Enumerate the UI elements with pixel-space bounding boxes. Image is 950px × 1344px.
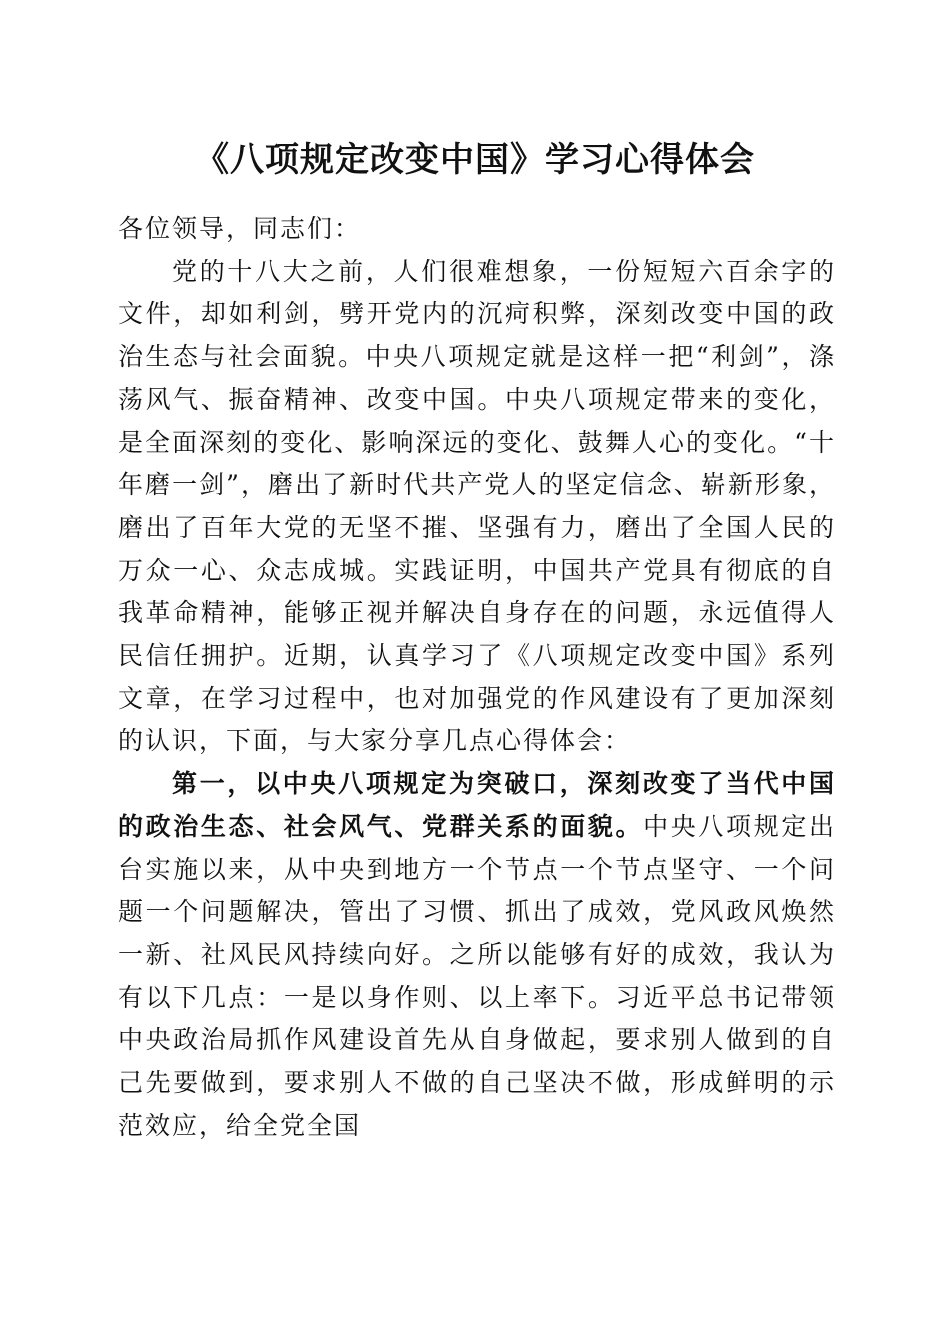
salutation: 各位领导，同志们： [118, 214, 362, 243]
paragraph-first-point [118, 763, 836, 1147]
document-body [118, 208, 836, 1147]
paragraph-introduction: 党的十八大之前，人们很难想象，一份短短六百余字的文件，却如利剑，劈开党内的沉疴积弊，深刻改变中国的政治生态与社会面貌。中央八项规定就是这样一把“利剑”，涤荡风气、振奋精神、改变中国。中央八项规定带来的变化，是全面深刻的变化、影响深远的变化、鼓舞人心的变化。“十年磨一剑”，磨出了新时代共产党人的坚定信念、崭新形象，磨出了百年大党的无坚不摧、坚强有力，磨出了全国人民的万众一心、众志成城。实践证明，中国共产党具有彻底的自我革命精神，能够正视并解决自身存在的问题，永远值得人民信任拥护。近期，认真学习了《八项规定改变中国》系列文章，在学习过程中，也对加强党的作风建设有了更加深刻的认识，下面，与大家分享几点心得体会： [118, 256, 836, 756]
paragraph-first-point-lead: 第一，以中央八项规定为突破口，深刻改变了当代中国的政治生态、社会风气、党群关系的面貌。 [118, 769, 836, 841]
document-title: 《八项规定改变中国》学习心得体会 [195, 140, 755, 180]
paragraph-first-point-body: 中央八项规定出台实施以来，从中央到地方一个节点一个节点坚守、一个问题一个问题解决，管出了习惯、抓出了成效，党风政风焕然一新、社风民风持续向好。之所以能够有好的成效，我认为有以下几点：一是以身作则、以上率下。习近平总书记带领中央政治局抓作风建设首先从自身做起，要求别人做到的自己先要做到，要求别人不做的自己坚决不做，形成鲜明的示范效应，给全党全国 [118, 811, 836, 1140]
